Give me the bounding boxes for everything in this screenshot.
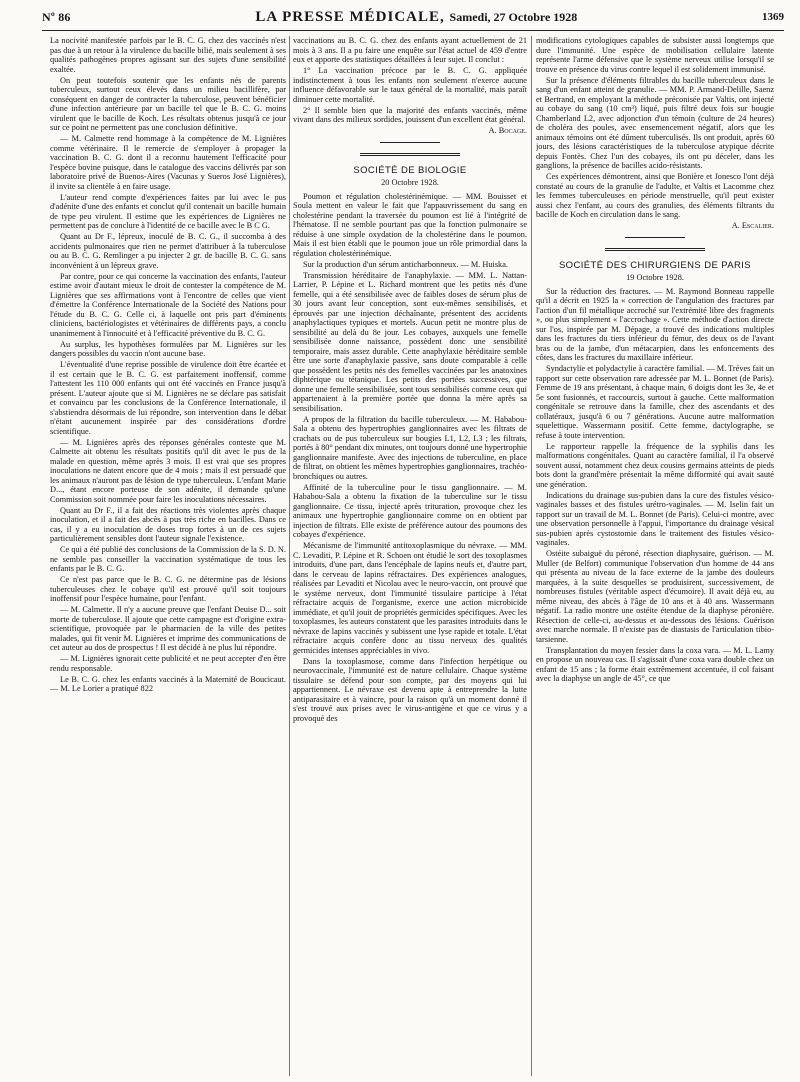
section-date: 19 Octobre 1928. <box>626 273 684 282</box>
issue-number: Nº 86 <box>42 9 71 24</box>
divider <box>380 142 440 143</box>
paragraph: Sur la réduction des fractures. — M. Raymond Bonneau rappelle qu'il a décrit en 1925 la « correction de l'angulation des fractures par l'action d'un fil métallique accroché sur l'extrémité libre des fragments », ou plus simplement « l'accrochage ». Cette méthode d'action directe sur l'os, inspirée par M. Dépage, a trouvé des indications multiples dans les fractures du tiers inférieur du fémur, des deux os de l'avant bras ou de la jambe, d'un métacarpien, dans les enfoncements des côtes, dans les fractures du maxillaire inférieur. <box>536 286 774 362</box>
column-3 <box>536 36 774 1076</box>
section-date: 20 Octobre 1928. <box>381 178 439 187</box>
column-separator <box>289 36 290 1076</box>
page-number: 1369 <box>761 11 784 23</box>
paragraph: Mécanisme de l'immunité antitoxoplasmique du névraxe. — MM. C. Levaditi, P. Lépine et R. Schoen ont étudié le sort des toxoplasmes introduits, d'une part, dans l'encéphale de lapins neufs et, d'autre part, dans le cerveau de lapins réfractaires. Des expériences analogues, réalisées par Levaditi et Nicolau avec le neuro-vaccin, ont prouvé que le système nerveux, dont l'immunité tissulaire participe à l'état réfractaire acquis de l'organisme, exerce une action microbicide immédiate, et qu'il jouit de propriétés germicides spécifiques. Avec les toxoplasmes, les auteurs constatent que les parasites introduits dans le névraxe de lapins vaccinés y subissent une lyse rapide et totale. L'état réfractaire acquis confère donc au tissu nerveux des qualités germicides intenses appréciables in vivo. <box>293 541 527 655</box>
paragraph: — M. Calmette. Il n'y a aucune preuve que l'enfant Deuise D... soit morte de tuberculose. Il ajoute que cette campagne est d'origine extra-scientifique, provoquée par le pharmacien de la ville des petites malades, qui fit venir M. Lignières et imprime des communications de cet auteur au dos de prospectus ! Il est décidé à ne plus lui répondre. <box>50 605 286 652</box>
issue-date: Samedi, 27 Octobre 1928 <box>449 9 578 24</box>
paragraph: Le rapporteur rappelle la fréquence de la syphilis dans les malformations congénitales. Quant au caractère familial, il l'a observé souvent aussi, notamment chez deux cousins germains atteints de pieds bots dont la grand'mère présentait la même difformité qui avait sauté une génération. <box>536 441 774 489</box>
author-signature: A. Bocage. <box>488 126 527 135</box>
paragraph: Indications du drainage sus-pubien dans la cure des fistules vésico-vaginales basses et des fistules urétro-vaginales. — M. Iselin fait un rapport sur un travail de M. L. Bonnet (de Paris). Celui-ci montre, avec une observation personnelle à l'appui, l'importance du drainage vésical sus-pubien après cystostomie dans le traitement des fistules vésico-vaginales. <box>536 490 774 547</box>
paragraph: 2° Il semble bien que la majorité des enfants vaccinés, même vivant dans des milieux sordides, jouissent d'un excellent état général. <box>293 105 527 124</box>
paragraph: vaccinations au B. C. G. chez des enfants ayant actuellement de 21 mois à 3 ans. Il a pu faire une enquête sur l'état actuel de 459 d'entre eux et apporte des statistiques détaillées à leur sujet. Il conclut : <box>293 36 527 64</box>
section-rule <box>360 153 460 156</box>
paragraph: Poumon et régulation cholestérinémique. — MM. Bouisset et Soula mettent en valeur le fait que l'appauvrissement du sang en cholestérine pendant la traversée du poumon est lié à l'intégrité de l'hématose. Il ne semble pourtant pas que la fonction pulmonaire se réduise à une simple oxydation de la cholestérine dans le poumon. Mais il est bien établi que le poumon joue un rôle primordial dans la régulation cholestérinémique. <box>293 191 527 258</box>
paragraph: Syndactylie et polydactylie à caractère familial. — M. Tréves fait un rapport sur cette observation rare adressée par M. L. Bonnet (de Paris). Femme de 19 ans présentant, à chaque main, 6 doigts dont les 3e, 4e et 5e sont fusionnés, et raccourcis, surtout à gauche. Cette malformation congénitale se retrouve dans la famille, chez des ascendants et des collatéraux, jusqu'à 6 ou 7 générations. Aucune autre malformation squelettique. Wassermann positif. Cette femme, dactylographe, se refuse à toute intervention. <box>536 364 774 440</box>
paragraph: — M. Lignières ignorait cette publicité et ne peut accepter d'en être rendu responsable. <box>50 654 286 673</box>
journal-name: LA PRESSE MÉDICALE, <box>255 8 445 25</box>
author-signature: A. Escalier. <box>731 221 774 230</box>
paragraph: — M. Calmette rend hommage à la compétence de M. Lignières comme vétérinaire. Il le remercie de s'employer à propager la vaccination B. C. G. dont il a reconnu hautement l'efficacité pour l'espèce bovine puisque, dans le catalogue des vaccins délivrés par son laboratoire privé de Buenos-Aires (Vacunas y Sueros José Lignières), il invite sa clientèle à en faire usage. <box>50 134 286 191</box>
column-separator <box>531 36 532 1076</box>
paragraph: Ostéite subaiguë du péroné, résection diaphysaire, guérison. — M. Muller (de Belfort) communique l'observation d'un homme de 44 ans qui présenta au niveau de la face externe de la jambe des douleurs marquées, à la suite desquelles se produisirent, successivement, de nombreuses fistules (véritable aspect d'écumoire). Il avait déjà eu, au même niveau, des abcès à l'âge de 10 ans et à 40 ans. Wassermann négatif. La radio montre une ostéite étendue de la diaphyse péronière. Résection de celle-ci, au-dessus et au-dessous des lésions. Guérison avec marche normale. Il n'existe pas de diastasis de l'articulation tibio-tarsienne. <box>536 549 774 644</box>
paragraph: L'éventualité d'une reprise possible de virulence doit être écartée et il est certain que le B. C. G. est parfaitement inoffensif, comme l'attestent les 110 000 enfants qui ont été vaccinés en France jusqu'à présent. L'auteur ajoute que si M. Lignières ne se déclare pas satisfait et convaincu par les conclusions de la Conférence Internationale, il s'abstiendra désormais de lui répondre, son intervention dans le débat n'étant aucunement inspirée par des considérations d'ordre scientifique. <box>50 360 286 436</box>
column-1 <box>50 36 286 1076</box>
section-title: SOCIÉTÉ DES CHIRURGIENS DE PARIS <box>558 259 752 271</box>
journal-title <box>255 9 577 26</box>
paragraph: Transplantation du moyen fessier dans la coxa vara. — M. L. Lamy en propose un nouveau cas. Il s'agissait d'une coxa vara double chez un enfant de 15 ans ; la forme était extrêmement accentuée, il col faisant avec la diaphyse un angle de 45°, ce que <box>536 645 774 683</box>
paragraph: 1° La vaccination précoce par le B. C. G. appliquée indistinctement à tous les enfants non seulement n'exerce aucune influence défavorable sur le taux général de la mortalité, mais paraît diminuer cette mortalité. <box>293 66 527 104</box>
page-header <box>42 4 784 31</box>
paragraph: Dans la toxoplasmose, comme dans l'infection herpétique ou neurovaccinale, l'immunité est de nature cellulaire. Chaque système tissulaire se défend pour son compte, par des moyens qui lui appartiennent. Le névraxe est devenu apte à entreprendre la lutte antiparasitaire et à vaincre, pour la raison qu'à un moment donné il s'est trouvé aux prises avec le virus-antigène et que ce virus y a provoqué des <box>293 656 527 723</box>
paragraph: Transmission héréditaire de l'anaphylaxie. — MM. L. Nattan-Larrier, P. Lépine et L. Richard montrent que les petits nés d'une femelle, qui a été sensibilisée avec de faibles doses de sérum plus de 30 jours avant leur conception, sont eux-mêmes sensibilisés, et éprouvés par une injection déchaînante, présentent des accidents anaphylactiques typiques et mortels. Aucun petit ne montre plus de sensibilité au delà du 8e jour. Les cobayes, auxquels une femelle sensibilisée donne naissance, possèdent donc une sensibilité temporaire, mais assez durable. Cette anaphylaxie héréditaire semble être une sorte d'anaphylaxie passive, sans doute comparable à celle que possèdent les petits nés des femelles vaccinées par les anatoxines diphtérique ou tétanique. Les petits des portées successives, que donne une femelle sensibilisée, sont tous sensibilisés comme ceux qui appartenaient à la première portée que donna la mère après sa sensibilisation. <box>293 270 527 413</box>
paragraph: On peut toutefois soutenir que les enfants nés de parents tuberculeux, surtout ceux élevés dans un milieu bacillifère, par conséquent en danger de contracter la tuberculose, peuvent bénéficier d'une infection antérieure par un bacille tel que le B. C. G. moins virulent que le bacille de Koch. Les résultats obtenus jusqu'à ce jour sur ce point ne permettent pas une conclusion définitive. <box>50 75 286 132</box>
section-rule <box>605 248 705 251</box>
paragraph: Au surplus, les hypothèses formulées par M. Lignières sur les dangers possibles du vaccin n'ont aucune base. <box>50 339 286 358</box>
paragraph: La nocivité manifestée parfois par le B. C. G. chez des vaccinés n'est pas due à un retour à la virulence du bacille bilié, mais seulement à ses qualités pathogènes propres agissant sur des sujets d'une sensibilité exaltée. <box>50 36 286 74</box>
section-title: SOCIÉTÉ DE BIOLOGIE <box>353 164 467 176</box>
paragraph: Ce n'est pas parce que le B. C. G. ne détermine pas de lésions tuberculeuses chez le cobaye qu'il est prouvé qu'il soit toujours inoffensif pour l'espèce humaine, pour l'enfant. <box>50 575 286 603</box>
paragraph: A propos de la filtration du bacille tuberculeux. — M. Hababou-Sala a obtenu des hypertrophies ganglionnaires avec les filtrats de crachats ou de pus tuberculeux sur bougies L1, L2, L3 ; les filtrats, portés à 80° pendant dix minutes, ont toujours donné une hypertrophie ganglionnaire manifeste. Avec des injections de tuberculine, en place de filtrat, on obtient les mêmes hypertrophies ganglionnaires, trachéo-bronchiques ou autres. <box>293 414 527 481</box>
paragraph: Ce qui a été publié des conclusions de la Commission de la S. D. N. ne semble pas conseiller la vaccination systématique de tous les enfants par le B. C. G. <box>50 545 286 573</box>
paragraph: Affinité de la tuberculine pour le tissu ganglionnaire. — M. Hababou-Sala a obtenu la fixation de la tuberculine sur le tissu ganglionnaire. Ce tissu, injecté après trituration, provoque chez les animaux une hypertrophie ganglionnaire comme on en obtient par injection de filtrats. Elle existe de préférence autour des poumons des cobayes d'expérience. <box>293 482 527 539</box>
paragraph: Sur la présence d'éléments filtrables du bacille tuberculeux dans le sang d'un enfant atteint de granulie. — MM. P. Armand-Delille, Saenz et Bertrand, en employant la méthode préconisée par Valtis, ont injecté au cobaye du sang (10 cm³) liqué, puis filtré deux fois sur bougie Chamberland L2, avec adjonction d'un témoin (culture de 24 heures) de choléra des poules, avec ensemencement négatif, alors que les animaux témoins ont été dûment tuberculisés. Ils ont produit, après 60 jours, des lésions caractéristiques de la tuberculose atypique décrite depuis Fontès. Chez l'un des cobayes, ils ont pu déceler, dans les ganglions, la présence de bacilles acido-résistants. <box>536 75 774 170</box>
paragraph: L'auteur rend compte d'expériences faites par lui avec le pus d'adénite d'une des enfants et conclut qu'il contenait un bacille humain de type peu virulent. Il estime que les expériences de Lignières ne permettent pas de conclure à l'identité de ce bacille avec le B C G. <box>50 192 286 230</box>
paragraph: modifications cytologiques capables de subsister aussi longtemps que dure l'immunité. Une espèce de mobilisation cellulaire latente représente l'arme défensive que le système nerveux utilise lorsqu'il se trouve en présence du virus contre lequel il est solidement immunisé. <box>536 36 774 74</box>
paragraph: Quant au Dr F., lépreux, inoculé de B. C. G., il succomba à des accidents pulmonaires que rien ne permet d'attribuer à la tuberculose ou au B. C. G. Remlinger a pu injecter 2 gr. de bacille B. C. G. sans inconvénient à un lépreux grave. <box>50 232 286 270</box>
paragraph: Par contre, pour ce qui concerne la vaccination des enfants, l'auteur estime avoir d'autant mieux le droit de contester la compétence de M. Lignières que ses affirmations vont à l'encontre de celles que vient d'émettre la Conférence Internationale de la Société des Nations pour l'étude du B. C. G. Celle ci, à laquelle ont pris part d'éminents cliniciens, bactériologistes et vétérinaires de différents pays, a conclu unanimement à l'innocuité et à l'efficacité préventive du B. C. G. <box>50 271 286 338</box>
paragraph: Quant au Dr F., il a fait des réactions très violentes après chaque inoculation, et il a fait des abcès à pus très riche en bacilles. Dans ce cas, il y a eu inoculation de doses trop fortes à un de ces sujets particulièrement sensibles dont l'auteur signale l'existence. <box>50 505 286 543</box>
paragraph: — M. Lignières après des réponses générales conteste que M. Calmette ait obtenu les résultats positifs qu'il dit avec le pus de la malade en question, même après 3 mois. Il est vrai que ses propres inoculations ne datent encore que de 4 mois ; mais il est persuadé que les animaux n'auront pas de lésion de type tuberculeux. L'enfant Marie D..., étant encore porteuse de son adénite, il demande qu'une Commission soit nommée pour faire les inoculations nécessaires. <box>50 437 286 504</box>
paragraph: Le B. C. G. chez les enfants vaccinés à la Maternité de Boucicaut. — M. Le Lorier a pratiqué 822 <box>50 674 286 693</box>
divider <box>625 237 685 238</box>
column-2 <box>293 36 527 1076</box>
paragraph: Sur la production d'un sérum anticharbonneux. — M. Huiska. <box>303 259 508 269</box>
paragraph: Ces expériences démontrent, ainsi que Bonière et Jonesco l'ont déjà constaté au cours de la granulie de l'adulte, et Valtis et Lacomme chez les femmes tuberculeuses en période menstruelle, qu'il peut exister aussi chez l'enfant, au cours des granulies, des éléments filtrants du bacille de Koch en circulation dans le sang. <box>536 172 774 219</box>
